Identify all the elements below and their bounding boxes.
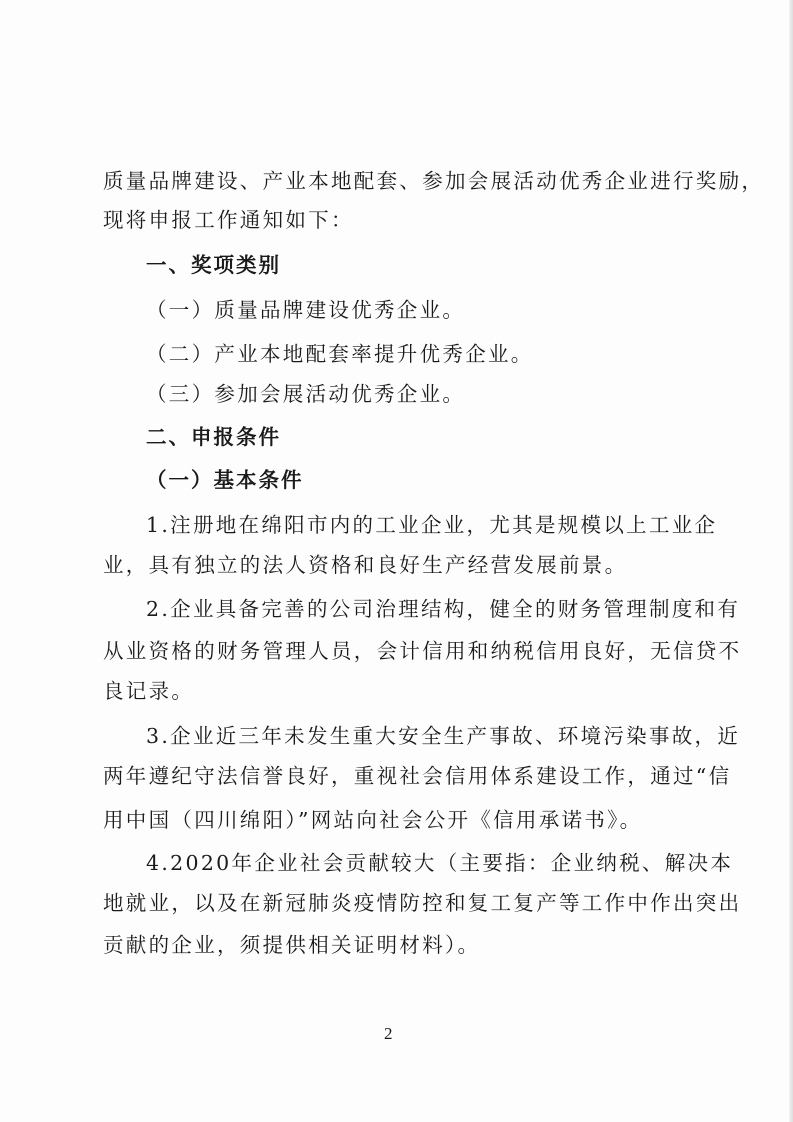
condition-2-line-1: 2.企业具备完善的公司治理结构，健全的财务管理制度和有 <box>146 597 741 621</box>
award-item-3: （三）参加会展活动优秀企业。 <box>146 382 466 406</box>
condition-3-line-3: 用中国（四川绵阳）”网站向社会公开《信用承诺书》。 <box>103 808 643 832</box>
condition-3-line-2: 两年遵纪守法信誉良好，重视社会信用体系建设工作，通过“信 <box>103 764 732 788</box>
body-line-2: 现将申报工作通知如下： <box>103 208 354 232</box>
body-line-1: 质量品牌建设、产业本地配套、参加会展活动优秀企业进行奖励， <box>103 169 765 193</box>
subsection-heading-basic: （一）基本条件 <box>146 468 304 492</box>
section-heading-conditions: 二、申报条件 <box>146 425 281 449</box>
condition-3-line-1: 3.企业近三年未发生重大安全生产事故、环境污染事故，近 <box>146 724 741 748</box>
page-number: 2 <box>384 1024 393 1043</box>
condition-2-line-3: 良记录。 <box>103 679 195 703</box>
condition-1-line-2: 业，具有独立的法人资格和良好生产经营发展前景。 <box>103 553 628 577</box>
condition-4-line-3: 贡献的企业，须提供相关证明材料）。 <box>103 933 481 957</box>
condition-1-line-1: 1.注册地在绵阳市内的工业企业，尤其是规模以上工业企 <box>146 513 718 537</box>
condition-2-line-2: 从业资格的财务管理人员，会计信用和纳税信用良好，无信贷不 <box>103 639 742 663</box>
award-item-1: （一）质量品牌建设优秀企业。 <box>146 298 466 322</box>
page-edge-shadow <box>789 0 793 1122</box>
award-item-2: （二）产业本地配套率提升优秀企业。 <box>146 342 534 366</box>
section-heading-award-categories: 一、奖项类别 <box>146 253 281 277</box>
condition-4-line-2: 地就业，以及在新冠肺炎疫情防控和复工复产等工作中作出突出 <box>103 891 742 915</box>
condition-4-line-1: 4.2020年企业社会贡献较大（主要指：企业纳税、解决本 <box>146 851 734 875</box>
